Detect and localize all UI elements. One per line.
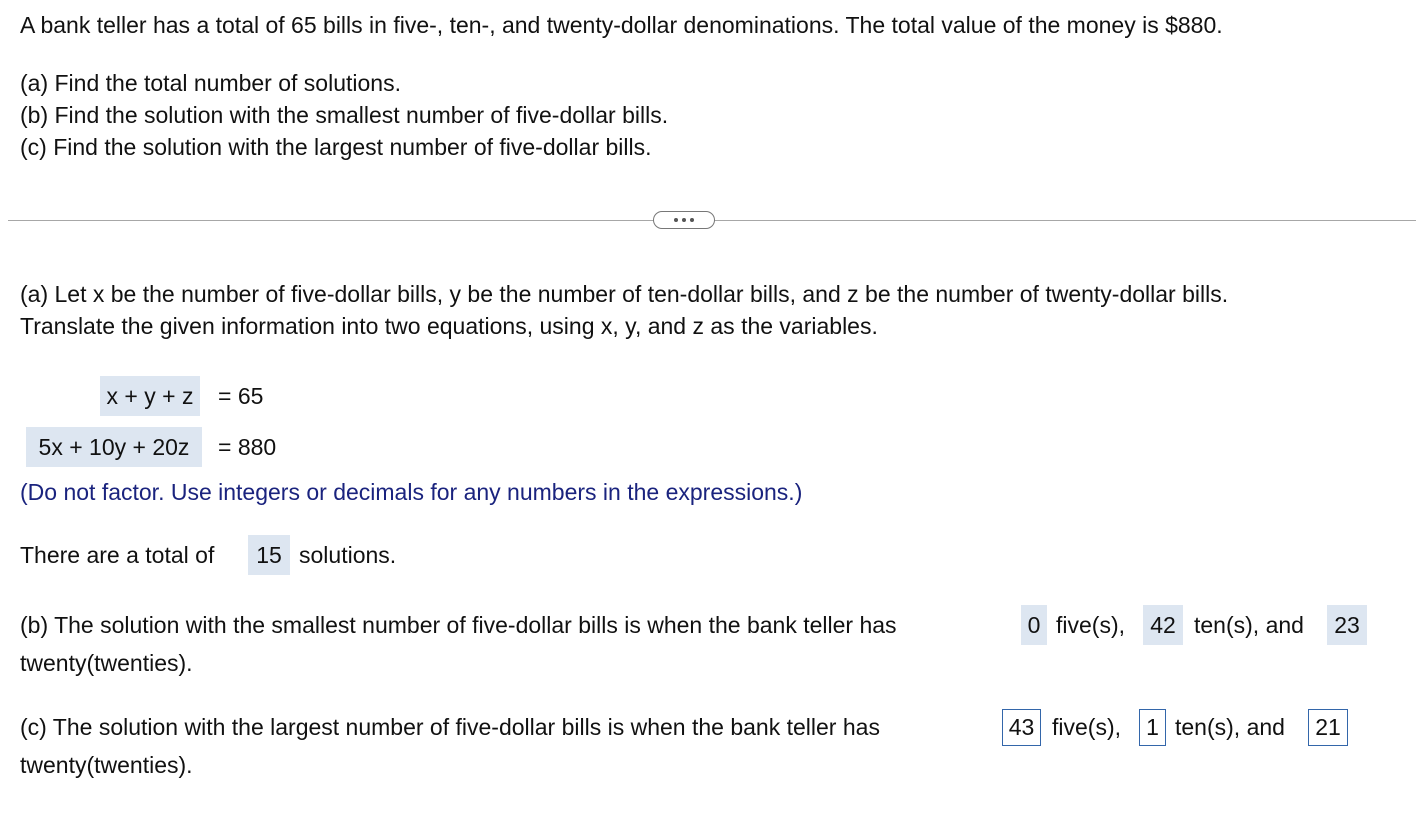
part-c-tens-field[interactable]: 1 [1139,709,1166,746]
part-b-tens-label: ten(s), and [1194,612,1304,638]
problem-part-a: (a) Find the total number of solutions. [20,70,401,96]
part-c-fives-field[interactable]: 43 [1002,709,1041,746]
equation2-lhs-field[interactable]: 5x + 10y + 20z [26,427,202,467]
part-b-tens-field[interactable]: 42 [1143,605,1183,645]
part-b-fives-field[interactable]: 0 [1021,605,1047,645]
more-dots-icon [674,218,694,222]
solutions-count-field[interactable]: 15 [248,535,290,575]
problem-statement: A bank teller has a total of 65 bills in five-, ten-, and twenty-dollar denominations. The total value of the money is $880. [20,12,1223,38]
part-c-twenties-field[interactable]: 21 [1308,709,1348,746]
problem-part-b: (b) Find the solution with the smallest number of five-dollar bills. [20,102,669,128]
instruction-text: (Do not factor. Use integers or decimals for any numbers in the expressions.) [20,479,803,505]
equation2-rhs: = 880 [218,434,277,460]
part-b-fives-label: five(s), [1056,612,1125,638]
part-b-prefix: (b) The solution with the smallest number of five-dollar bills is when the bank teller has [20,612,897,638]
part-b-twenties-field[interactable]: 23 [1327,605,1367,645]
solutions-prefix: There are a total of [20,542,215,568]
part-c-fives-label: five(s), [1052,714,1121,740]
problem-part-c: (c) Find the solution with the largest number of five-dollar bills. [20,134,652,160]
equation1-lhs-field[interactable]: x + y + z [100,376,200,416]
part-c-tens-label: ten(s), and [1175,714,1285,740]
solutions-suffix: solutions. [299,542,397,568]
part-b-suffix: twenty(twenties). [20,650,193,676]
part-a-intro-line1: (a) Let x be the number of five-dollar bills, y be the number of ten-dollar bills, and z be the number of twenty-dollar bills. [20,281,1229,307]
part-c-prefix: (c) The solution with the largest number of five-dollar bills is when the bank teller has [20,714,880,740]
expand-more-button[interactable] [653,211,715,229]
part-a-intro-line2: Translate the given information into two equations, using x, y, and z as the variables. [20,313,878,339]
equation1-rhs: = 65 [218,383,264,409]
part-c-suffix: twenty(twenties). [20,752,193,778]
